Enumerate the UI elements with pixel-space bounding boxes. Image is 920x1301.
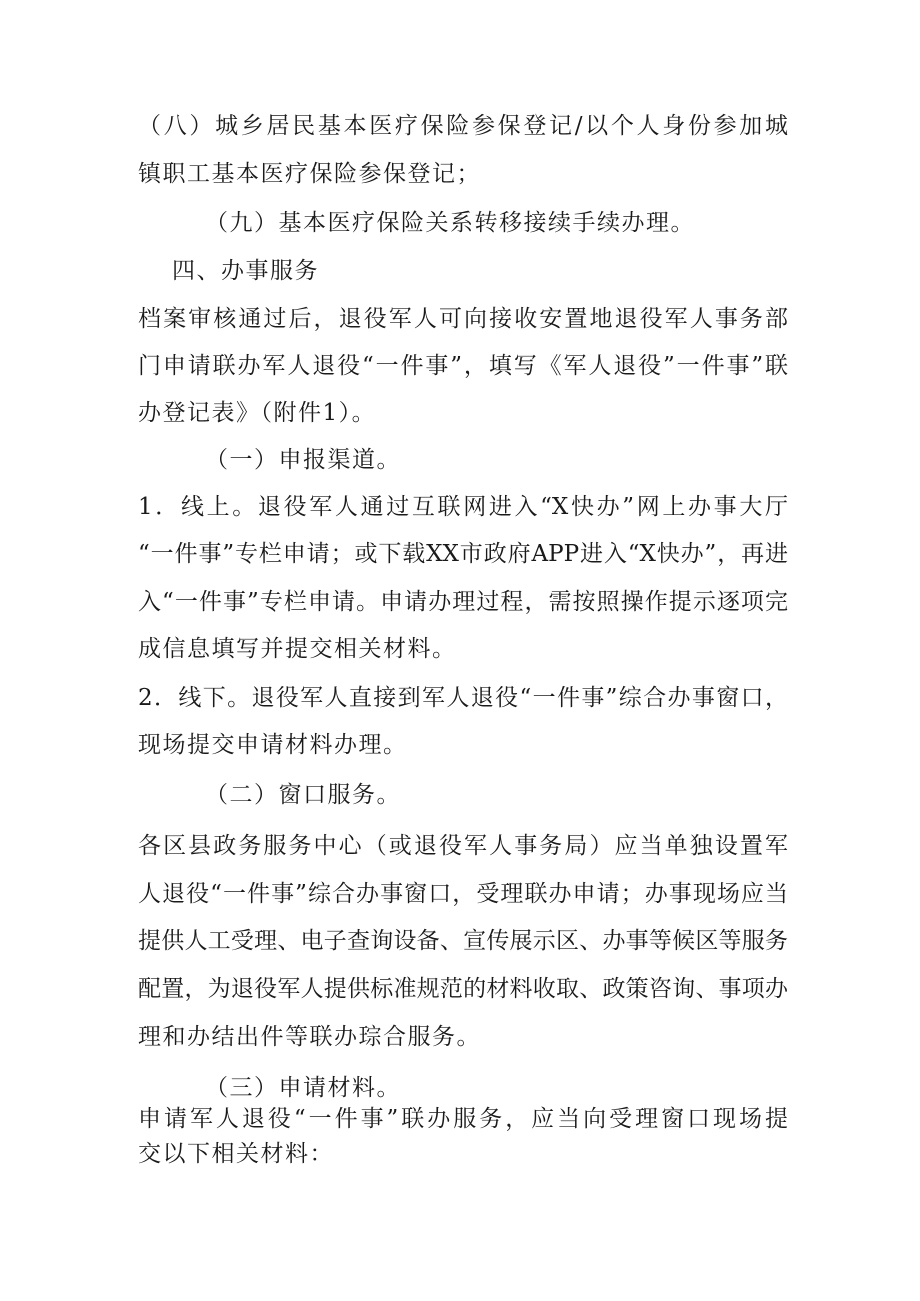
materials-line-1: 申请军人退役“一件事”联办服务，应当向受理窗口现场提 bbox=[138, 1106, 788, 1132]
online-line-1: 1．线上。退役军人通过互联网进入“X快办”网上办事大厅 bbox=[138, 494, 788, 520]
window-line-1: 各区县政务服务中心（或退役军人事务局）应当单独设置军 bbox=[138, 833, 788, 859]
online-line-4: 成信息填写并提交相关材料。 bbox=[138, 636, 457, 662]
window-line-5: 理和办结出件等联办琮合服务。 bbox=[138, 1024, 481, 1050]
item-9: （九）基本医疗保险关系转移接续手续办理。 bbox=[205, 210, 695, 236]
online-line-2: “一件事”专栏申请；或下载XX市政府APP进入“X快办”，再进 bbox=[138, 541, 788, 567]
offline-line-1: 2．线下。退役军人直接到军人退役“一件事”综合办事窗口， bbox=[138, 685, 788, 711]
para-1-line-1: 档案审核通过后，退役军人可向接收安置地退役军人事务部 bbox=[138, 306, 788, 332]
item-8-line-2: 镇职工基本医疗保险参保登记； bbox=[138, 161, 481, 187]
section-heading-4: 四、办事服务 bbox=[172, 258, 319, 284]
offline-line-2: 现场提交申请材料办理。 bbox=[138, 732, 408, 758]
subheading-1: （一）申报渠道。 bbox=[205, 447, 401, 473]
subheading-3: （三）申请材料。 bbox=[205, 1075, 401, 1101]
online-line-3: 入“一件事”专栏申请。申请办理过程，需按照操作提示逐项完 bbox=[138, 589, 788, 615]
materials-line-2: 交以下相关材料： bbox=[138, 1141, 334, 1167]
para-1-line-2: 门申请联办军人退役“一件事”，填写《军人退役”一件事”联 bbox=[138, 353, 788, 379]
window-line-2: 人退役“一件事”综合办事窗口，受理联办申请；办事现场应当 bbox=[138, 881, 788, 907]
para-1-line-3: 办登记表》（附件1）。 bbox=[138, 400, 377, 426]
window-line-4: 配置，为退役军人提供标准规范的材料收取、政策咨询、事项办 bbox=[138, 976, 788, 1002]
window-line-3: 提供人工受理、电子查询设备、宣传展示区、办事等候区等服务 bbox=[138, 928, 788, 954]
item-8-line-1: （八）城乡居民基本医疗保险参保登记/以个人身份参加城 bbox=[138, 113, 788, 139]
subheading-2: （二）窗口服务。 bbox=[205, 782, 401, 808]
